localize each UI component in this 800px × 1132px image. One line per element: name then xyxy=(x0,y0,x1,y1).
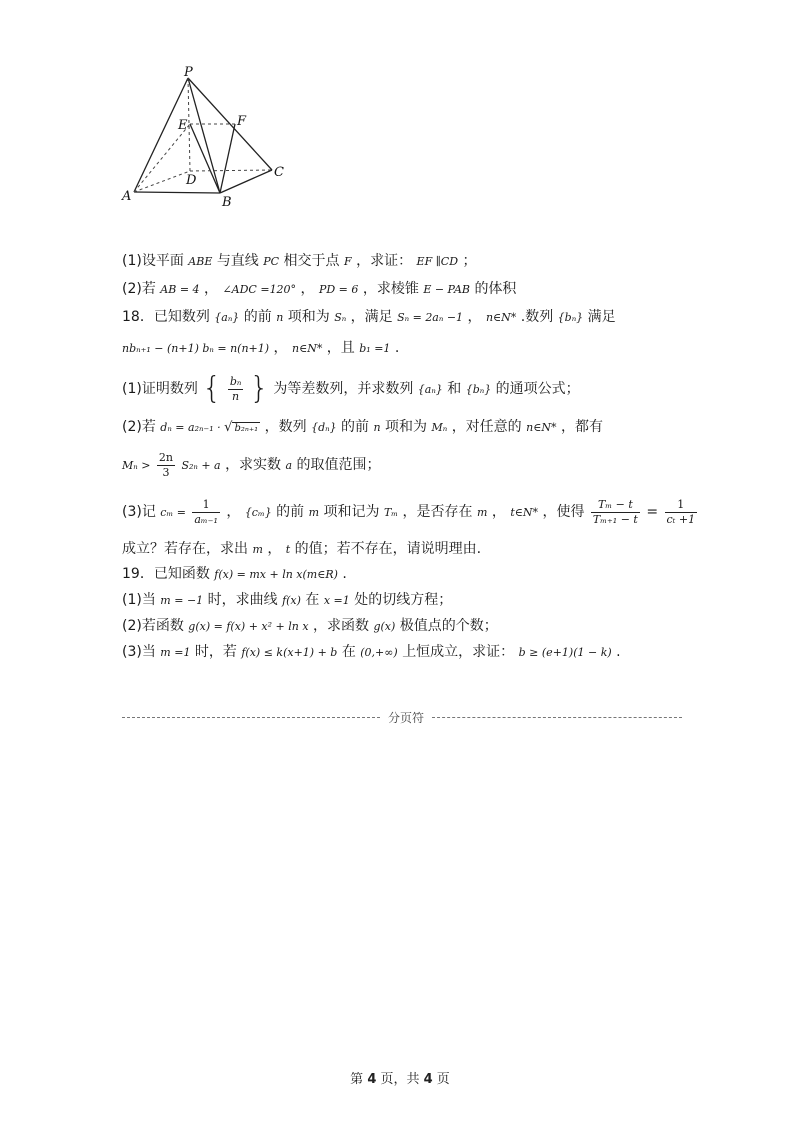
text: ， xyxy=(267,541,282,557)
math-equation: Sₙ = 2aₙ −1 xyxy=(397,311,464,324)
math-var: Mₙ xyxy=(431,421,448,434)
text: ，满足 xyxy=(350,309,393,325)
page-footer xyxy=(0,1068,800,1087)
text: 页，共 xyxy=(376,1072,424,1087)
math-var: Tₘ xyxy=(383,506,399,519)
text: 的前 xyxy=(276,504,305,520)
text: ， xyxy=(226,504,241,520)
text: 相交于点 xyxy=(283,253,340,269)
text: 在 xyxy=(305,592,320,608)
text: . xyxy=(616,644,621,660)
problem-number: 19．已知函数 xyxy=(122,566,210,582)
numerator: bₙ xyxy=(229,374,242,388)
math-seq: {cₘ} xyxy=(244,506,272,519)
math-condition: m = −1 xyxy=(160,594,204,607)
fraction xyxy=(157,451,175,480)
math-equation: b₁ =1 xyxy=(359,342,391,355)
math-var: m xyxy=(252,543,263,556)
math-condition: x =1 xyxy=(323,594,350,607)
math-var: m xyxy=(308,506,320,519)
page-break-label: 分页符 xyxy=(384,708,428,728)
problem-number: 18．已知数列 xyxy=(122,309,210,325)
text: 满足 xyxy=(587,309,616,325)
text: 极值点的个数； xyxy=(399,618,498,634)
math-interval: (0,+∞) xyxy=(360,646,398,659)
text: 的前 xyxy=(243,309,272,325)
text: 处的切线方程； xyxy=(354,592,453,608)
divider-line-right xyxy=(432,717,682,718)
math-function: f(x) xyxy=(282,594,301,607)
math-condition: m =1 xyxy=(160,646,191,659)
edge-bf xyxy=(220,124,235,193)
label-c: C xyxy=(274,165,284,180)
math-function: g(x) xyxy=(373,620,396,633)
text: (3)记 xyxy=(122,504,156,520)
text: 项和记为 xyxy=(323,504,380,520)
problem19-part2 xyxy=(122,616,498,637)
math-var: a xyxy=(285,459,293,472)
text: ，对任意的 xyxy=(451,419,522,435)
pyramid-figure xyxy=(118,62,298,212)
math-line: PC xyxy=(263,255,280,268)
text: (3)当 xyxy=(122,644,156,660)
text: 的值；若不存在，请说明理由. xyxy=(294,541,482,557)
sqrt-sign: √ xyxy=(224,420,233,435)
label-e: E xyxy=(178,118,188,133)
math-seq: {dₙ} xyxy=(311,421,337,434)
math-condition: n∈N* xyxy=(526,421,557,434)
text: 的体积 xyxy=(474,281,517,297)
fraction xyxy=(192,498,220,527)
problem17-part2 xyxy=(122,279,516,300)
numerator: Tₘ − t xyxy=(591,498,640,513)
page-total: 4 xyxy=(423,1072,433,1087)
text: 第 xyxy=(350,1072,368,1087)
divider-line-left xyxy=(122,717,380,718)
problem19-part1 xyxy=(122,590,452,611)
text: ， xyxy=(467,309,482,325)
text: 与直线 xyxy=(216,253,259,269)
fraction xyxy=(665,498,698,527)
problem18-recurrence xyxy=(122,338,399,359)
text: ， xyxy=(273,340,288,356)
text: 的通项公式； xyxy=(495,381,580,397)
text: . xyxy=(394,340,400,356)
text: 在 xyxy=(341,644,356,660)
text: (2)若 xyxy=(122,281,156,297)
math-var: n xyxy=(276,311,284,324)
math-expr: S₂ₙ + a xyxy=(181,459,221,472)
text: 的取值范围； xyxy=(296,457,381,473)
text: ，都有 xyxy=(560,419,603,435)
math-seq: {aₙ} xyxy=(417,383,443,396)
page-number: 4 xyxy=(367,1072,377,1087)
problem17-part1 xyxy=(122,251,476,272)
math-seq: {bₙ} xyxy=(557,311,584,324)
text: ，使得 xyxy=(542,504,585,520)
label-b: B xyxy=(222,195,232,210)
text: (2)若函数 xyxy=(122,618,184,634)
math-plane: ABE xyxy=(188,255,213,268)
text: 成立？若存在，求出 xyxy=(122,541,248,557)
text: ，求函数 xyxy=(312,618,369,634)
problem18-part3 xyxy=(122,494,699,531)
math-function: g(x) = f(x) + x² + ln x xyxy=(188,620,309,633)
math-equation: nbₙ₊₁ − (n+1) bₙ = n(n+1) xyxy=(122,342,270,355)
math-seq: {aₙ} xyxy=(214,311,240,324)
math-expr: cₘ = xyxy=(160,506,186,519)
text: 页 xyxy=(432,1072,450,1087)
denominator: n xyxy=(232,389,240,403)
math-point: F xyxy=(344,255,352,268)
math-condition: t∈N* xyxy=(510,506,539,519)
text: . xyxy=(342,566,347,582)
problem18-part2 xyxy=(122,417,603,439)
left-brace: { xyxy=(202,371,222,406)
math-function: f(x) = mx + ln x(m∈R) xyxy=(214,568,338,581)
fraction xyxy=(228,375,244,404)
problem18-intro xyxy=(122,307,616,328)
label-p: P xyxy=(184,65,193,80)
fraction xyxy=(591,498,640,527)
text: ，是否存在 xyxy=(402,504,473,520)
text: (1)设平面 xyxy=(122,253,184,269)
text: ，数列 xyxy=(264,419,307,435)
numerator: 2n xyxy=(158,450,173,464)
text: ， xyxy=(204,281,218,297)
problem18-part3b xyxy=(122,539,481,560)
right-brace: } xyxy=(249,371,269,406)
equals-sign: = xyxy=(646,504,659,520)
text: 和 xyxy=(447,381,462,397)
math-var: m xyxy=(476,506,488,519)
math-condition: n∈N* xyxy=(485,311,517,324)
edge-ab xyxy=(134,192,220,193)
text: 项和为 xyxy=(385,419,428,435)
text: (1)当 xyxy=(122,592,156,608)
math-var: n xyxy=(373,421,381,434)
problem19-intro xyxy=(122,564,347,585)
label-f: F xyxy=(237,114,247,129)
label-d: D xyxy=(186,173,197,188)
math-inequality: f(x) ≤ k(x+1) + b xyxy=(241,646,338,659)
text: ，求证： xyxy=(356,253,413,269)
text: ，且 xyxy=(326,340,355,356)
denominator: 3 xyxy=(162,465,170,479)
text: 为等差数列，并求数列 xyxy=(273,381,414,397)
edge-bc xyxy=(220,170,272,193)
text: (1)证明数列 xyxy=(122,381,198,397)
math-equation: dₙ = a₂ₙ₋₁ · xyxy=(160,421,225,434)
text: 项和为 xyxy=(287,309,330,325)
math-condition: AB = 4 xyxy=(160,283,200,296)
math-condition: ∠ADC =120° xyxy=(222,283,297,296)
text: ，求棱锥 xyxy=(362,281,419,297)
math-condition: PD = 6 xyxy=(318,283,359,296)
text: 时，若 xyxy=(194,644,237,660)
text: 的前 xyxy=(341,419,370,435)
label-a: A xyxy=(122,189,132,204)
denominator: Tₘ₊₁ − t xyxy=(592,512,638,526)
text: ， xyxy=(491,504,506,520)
problem19-part3 xyxy=(122,642,621,663)
math-expr: Mₙ > xyxy=(122,459,151,472)
page-break-divider xyxy=(122,708,682,728)
math-relation: EF ∥CD xyxy=(416,255,459,268)
edge-dc xyxy=(190,170,272,171)
text: 上恒成立，求证： xyxy=(402,644,515,660)
text: 时，求曲线 xyxy=(207,592,278,608)
sqrt-radicand: b₂ₙ₊₁ xyxy=(234,423,259,434)
text: ，求实数 xyxy=(225,457,282,473)
problem18-part2b xyxy=(122,448,381,483)
math-solid: E − PAB xyxy=(423,283,470,296)
denominator: aₘ₋₁ xyxy=(194,512,218,526)
text: ， xyxy=(300,281,315,297)
text: (2)若 xyxy=(122,419,156,435)
numerator: 1 xyxy=(665,498,698,513)
math-seq: {bₙ} xyxy=(465,383,492,396)
text: .数列 xyxy=(520,309,554,325)
problem18-part1 xyxy=(122,372,580,407)
math-var: t xyxy=(285,543,291,556)
numerator: 1 xyxy=(192,498,220,513)
text: ； xyxy=(462,253,477,269)
denominator: cₜ +1 xyxy=(666,512,696,526)
math-inequality: b ≥ (e+1)(1 − k) xyxy=(518,646,612,659)
math-var: Sₙ xyxy=(334,311,347,324)
math-condition: n∈N* xyxy=(291,342,323,355)
